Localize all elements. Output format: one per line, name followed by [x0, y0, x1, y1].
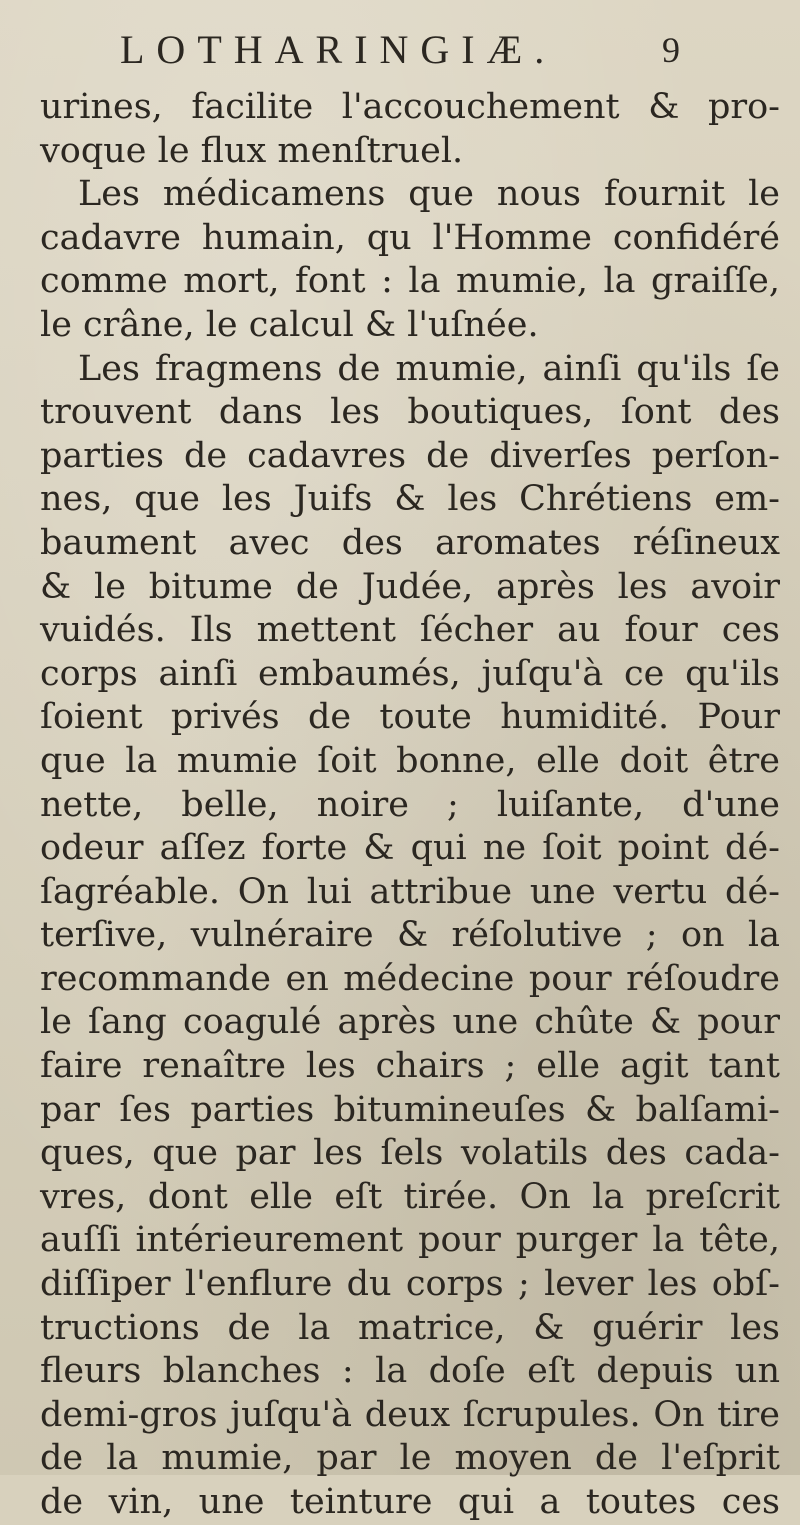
- text-line: nette, belle, noire ; luiſante, d'une: [40, 784, 780, 825]
- text-line: nes, que les Juifs & les Chrétiens em-: [40, 479, 780, 520]
- text-line: & le bitume de Judée, après les avoir: [40, 566, 780, 607]
- text-line: voque le flux menſtruel.: [40, 130, 464, 171]
- text-line: auſſi intérieurement pour purger la tête,: [40, 1220, 780, 1261]
- text-line: de la mumie, par le moyen de l'eſprit: [40, 1438, 780, 1479]
- text-line: corps ainſi embaumés, juſqu'à ce qu'ils: [40, 653, 780, 694]
- running-title: LOTHARINGIÆ.: [120, 27, 557, 72]
- text-line: le crâne, le calcul & l'uſnée.: [40, 304, 539, 345]
- text-line: Les médicamens que nous fournit le: [78, 174, 780, 215]
- text-line: fleurs blanches : la doſe eſt depuis un: [40, 1351, 780, 1392]
- running-head: [120, 22, 680, 78]
- text-line: tructions de la matrice, & guérir les: [40, 1307, 780, 1348]
- text-line: que la mumie ſoit bonne, elle doit être: [40, 740, 780, 781]
- text-line: vuidés. Ils mettent ſécher au four ces: [40, 610, 780, 651]
- text-line: recommande en médecine pour réſoudre: [40, 958, 780, 999]
- text-line: trouvent dans les boutiques, ſont des: [40, 392, 780, 433]
- text-line: terſive, vulnéraire & réſolutive ; on la: [40, 915, 780, 956]
- text-line: demi-gros juſqu'à deux ſcrupules. On tire: [40, 1394, 780, 1435]
- text-line: vres, dont elle eſt tirée. On la preſcrit: [40, 1176, 780, 1217]
- text-line: le ſang coagulé après une chûte & pour: [40, 1002, 780, 1043]
- text-line: ques, que par les ſels volatils des cada-: [40, 1133, 780, 1174]
- text-line: odeur aſſez forte & qui ne ſoit point dé-: [40, 828, 780, 869]
- text-line: Les fragmens de mumie, ainſi qu'ils ſe: [78, 348, 780, 389]
- text-line: par ſes parties bitumineuſes & balſami-: [40, 1089, 780, 1130]
- text-line: ſagréable. On lui attribue une vertu dé-: [40, 871, 780, 912]
- blank-page-area: [0, 1260, 800, 1475]
- text-line: faire renaître les chairs ; elle agit tant: [40, 1046, 780, 1087]
- text-line: ſoient privés de toute humidité. Pour: [40, 697, 780, 738]
- text-line: urines, facilite l'accouchement & pro-: [40, 87, 780, 127]
- text-line: de vin, une teinture qui a toutes ces: [40, 1482, 780, 1522]
- text-line: comme mort, font : la mumie, la graiſſe,: [40, 261, 780, 302]
- page-number: 9: [662, 30, 680, 70]
- text-line: baument avec des aromates réſineux: [40, 522, 780, 563]
- text-line: cadavre humain, qu l'Homme confidéré: [40, 217, 780, 258]
- text-line: parties de cadavres de diverſes perſon-: [40, 435, 780, 476]
- text-line: diſſiper l'enflure du corps ; lever les obſ-: [40, 1264, 780, 1305]
